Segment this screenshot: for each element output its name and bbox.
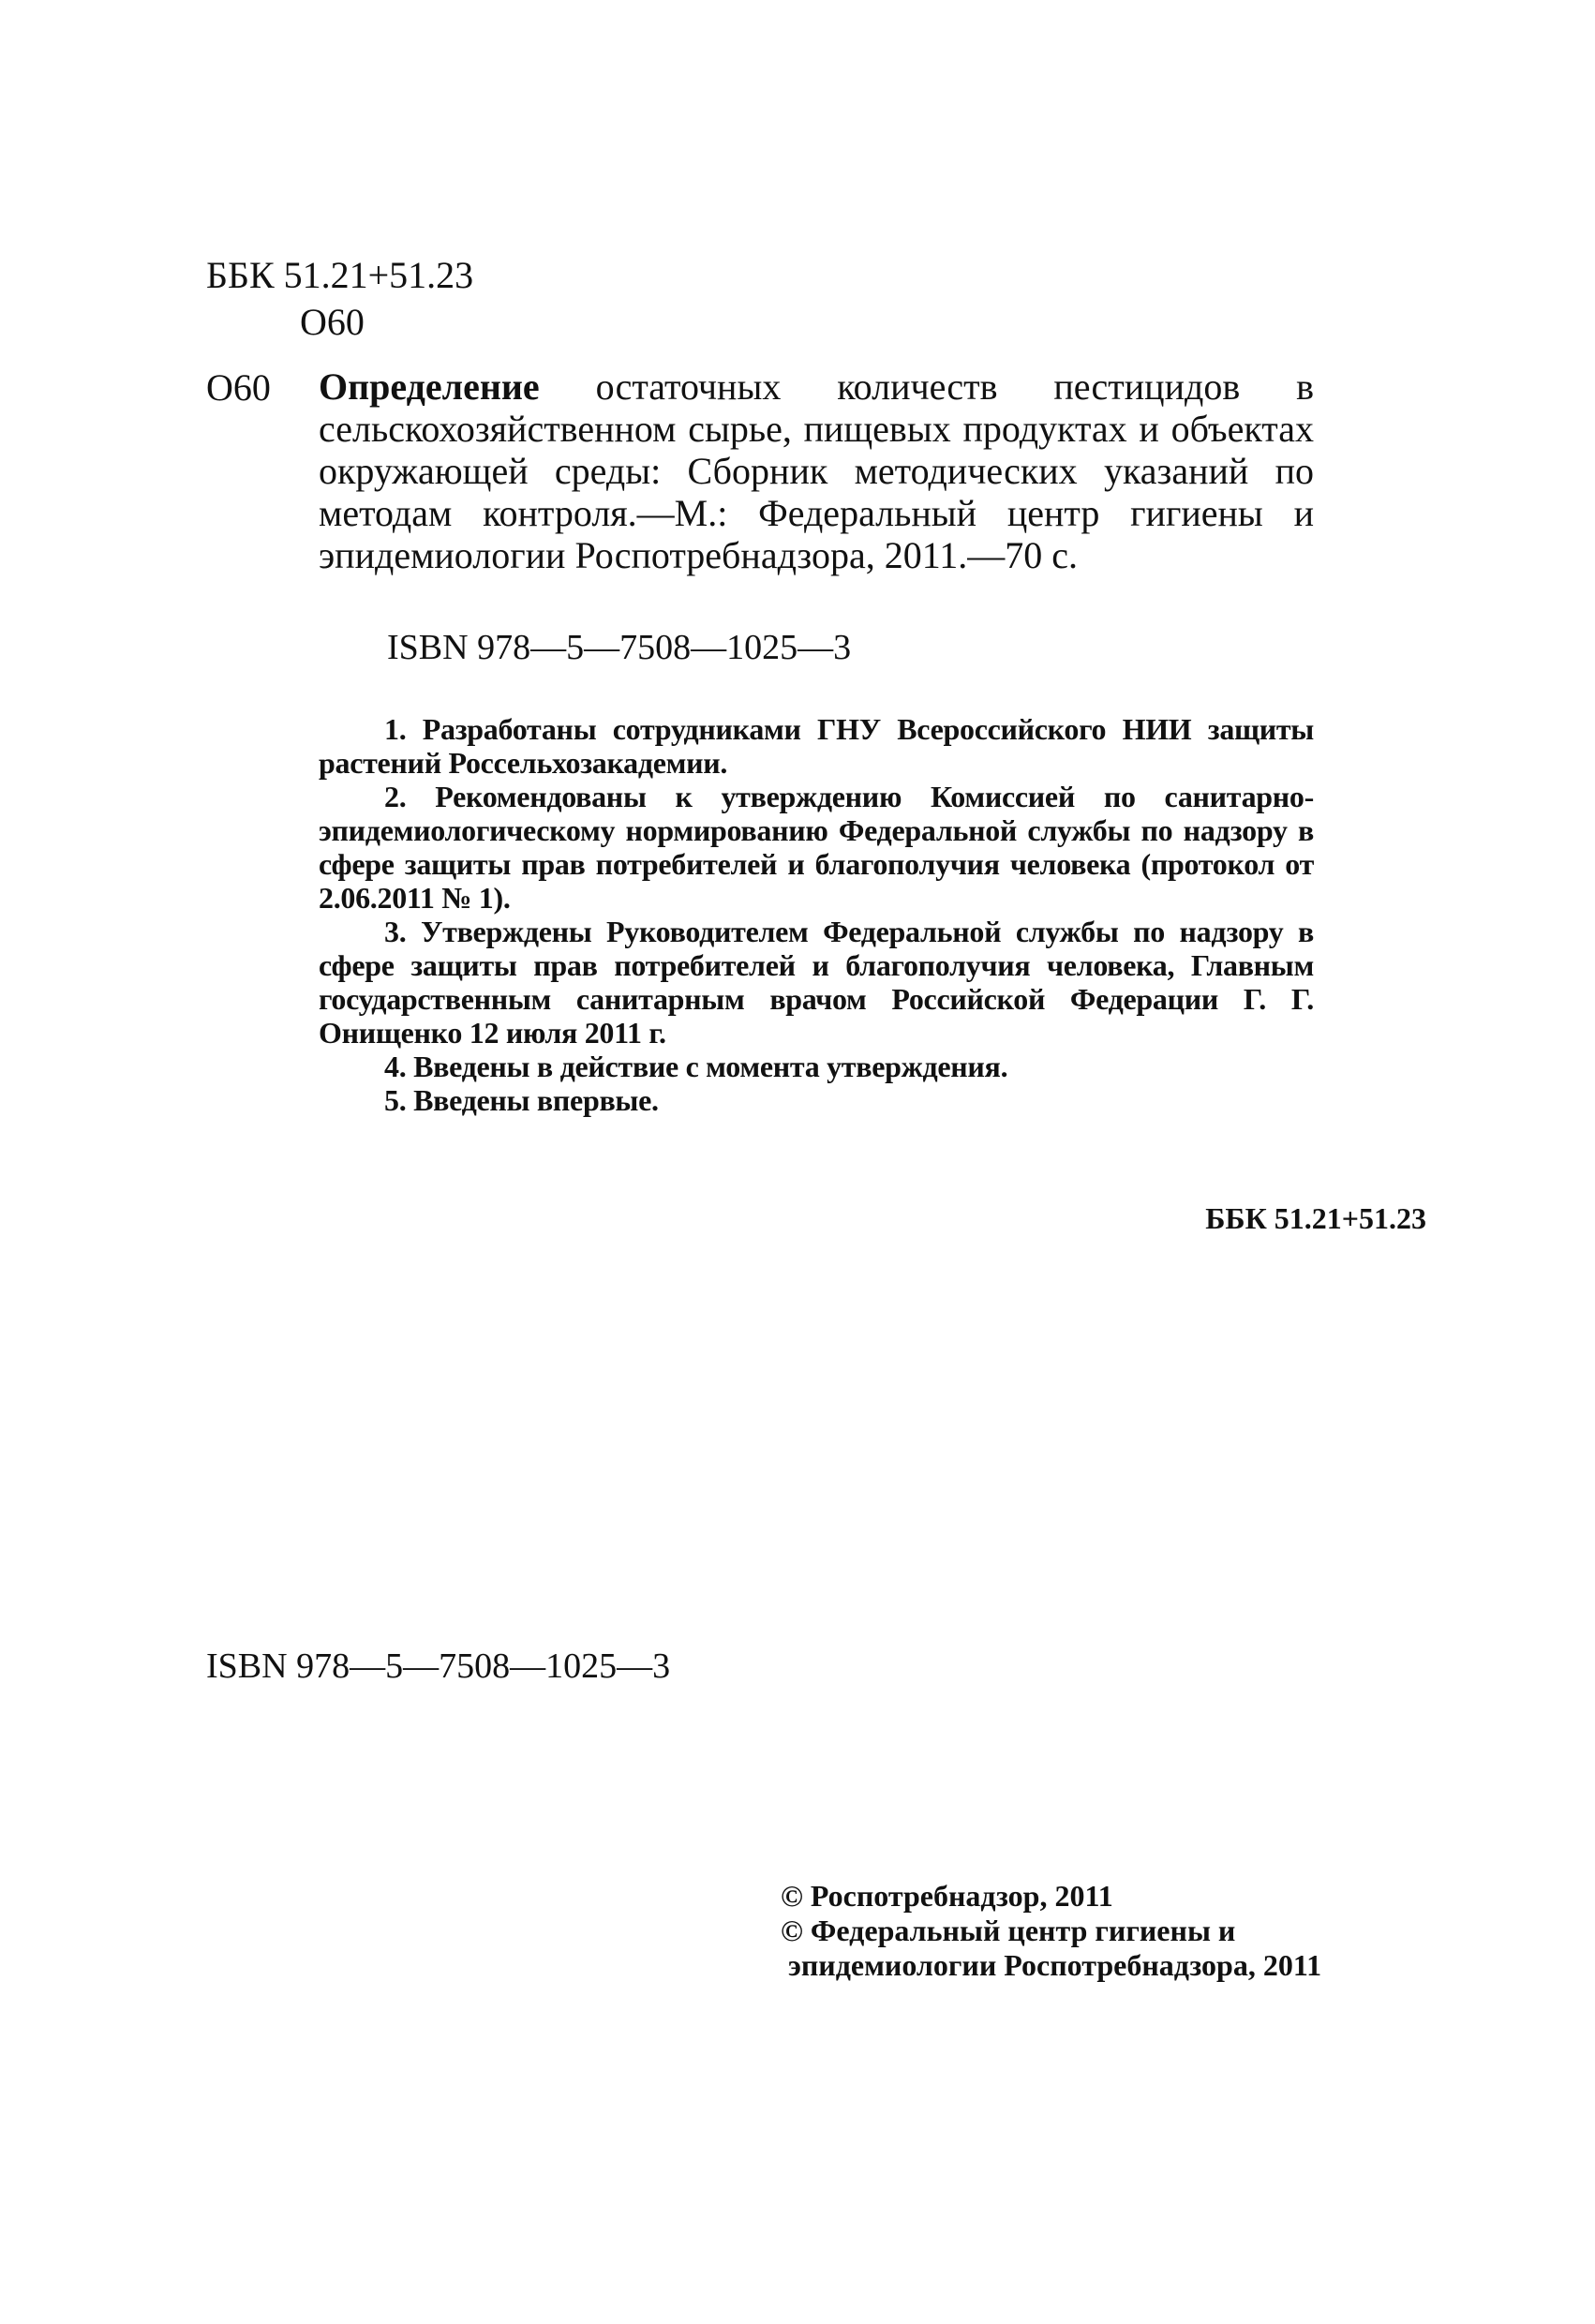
note-item: 2. Рекомендованы к утверждению Комиссией по санитарно-эпидемиологическому нормированию Федеральной службы по надзору в сфере защиты прав потребителей и благополучия человека (протокол от 2.06.2011 № 1). — [319, 780, 1314, 915]
note-item: 3. Утверждены Руководителем Федеральной службы по надзору в сфере защиты прав потребителей и благополучия человека, Главным государственным санитарным врачом Российской Федерации Г. Г. Онищенко 12 июля 2011 г. — [319, 915, 1314, 1050]
note-item: 1. Разработаны сотрудниками ГНУ Всероссийского НИИ защиты растений Россельхозакадемии. — [319, 712, 1314, 780]
bbk-classification-right: ББК 51.21+51.23 — [1205, 1201, 1426, 1235]
isbn-middle: ISBN 978—5—7508—1025—3 — [387, 628, 852, 667]
note-item: 4. Введены в действие с момента утверждения. — [384, 1050, 1008, 1083]
approval-notes — [319, 712, 1314, 1117]
description-text: остаточных количеств пестицидов в сельскохозяйственном сырье, пищевых продуктах и объектах окружающей среды: Сборник методических указаний по методам контроля.—М.: Федеральный центр гигиены и эпидемиологии Роспотребнадзора, 2011.—70 с. — [319, 365, 1314, 576]
bibliographic-description — [319, 365, 1314, 576]
description-title: Определение — [319, 365, 540, 408]
copyright-line: © Роспотребнадзор, 2011 — [781, 1879, 1113, 1913]
note-item: 5. Введены впервые. — [384, 1083, 659, 1117]
isbn-bottom: ISBN 978—5—7508—1025—3 — [206, 1646, 671, 1686]
author-code-left: О60 — [206, 366, 271, 409]
author-code-top: О60 — [300, 301, 365, 343]
copyright-block — [781, 1879, 1321, 1983]
copyright-line: эпидемиологии Роспотребнадзора, 2011 — [788, 1948, 1322, 1982]
bbk-classification-top: ББК 51.21+51.23 — [206, 254, 474, 296]
copyright-line: © Федеральный центр гигиены и — [781, 1914, 1236, 1947]
